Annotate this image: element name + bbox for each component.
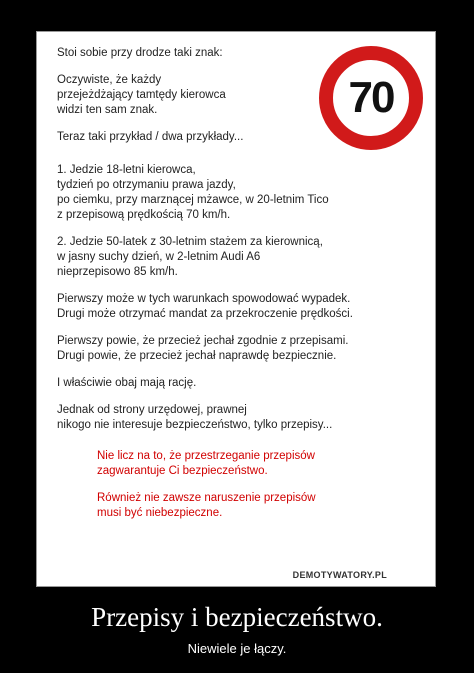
paragraph: Pierwszy może w tych warunkach spowodować wypadek. Drugi może otrzymać mandat za przekroczenie prędkości. <box>57 293 353 320</box>
paragraph: 2. Jedzie 50-latek z 30-letnim stażem za kierownicą, w jasny suchy dzień, w 2-letnim Audi A6 nieprzepisowo 85 km/h. <box>57 236 323 278</box>
paragraph: Oczywiste, że każdy przejeżdżający tamtędy kierowca widzi ten sam znak. <box>57 74 226 116</box>
caption-title: Przepisy i bezpieczeństwo. <box>91 602 383 632</box>
paragraph: Teraz taki przykład / dwa przykłady... <box>57 131 244 143</box>
paragraph: Stoi sobie przy drodze taki znak: <box>57 47 223 59</box>
paragraph: 1. Jedzie 18-letni kierowca, tydzień po otrzymaniu prawa jazdy, po ciemku, przy marznącej mżawce, w 20-letnim Tico z przepisową prędkością 70 km/h. <box>57 164 329 221</box>
paragraph: Pierwszy powie, że przecież jechał zgodnie z przepisami. Drugi powie, że przecież jechał naprawdę bezpiecznie. <box>57 335 349 362</box>
poster-text <box>57 46 417 531</box>
caption-subtitle: Niewiele je łączy. <box>187 641 287 656</box>
speed-limit-value: 70 <box>348 73 394 122</box>
warning-text: Nie licz na to, że przestrzeganie przepisów zagwarantuje Ci bezpieczeństwo. <box>97 450 315 477</box>
paragraph: I właściwie obaj mają rację. <box>57 377 197 389</box>
watermark: DEMOTYWATORY.PL <box>292 570 387 580</box>
warning-text: Również nie zawsze naruszenie przepisów musi być niebezpieczne. <box>97 492 316 519</box>
poster-card <box>36 31 436 587</box>
paragraph: Jednak od strony urzędowej, prawnej nikogo nie interesuje bezpieczeństwo, tylko przepisy... <box>57 404 333 431</box>
